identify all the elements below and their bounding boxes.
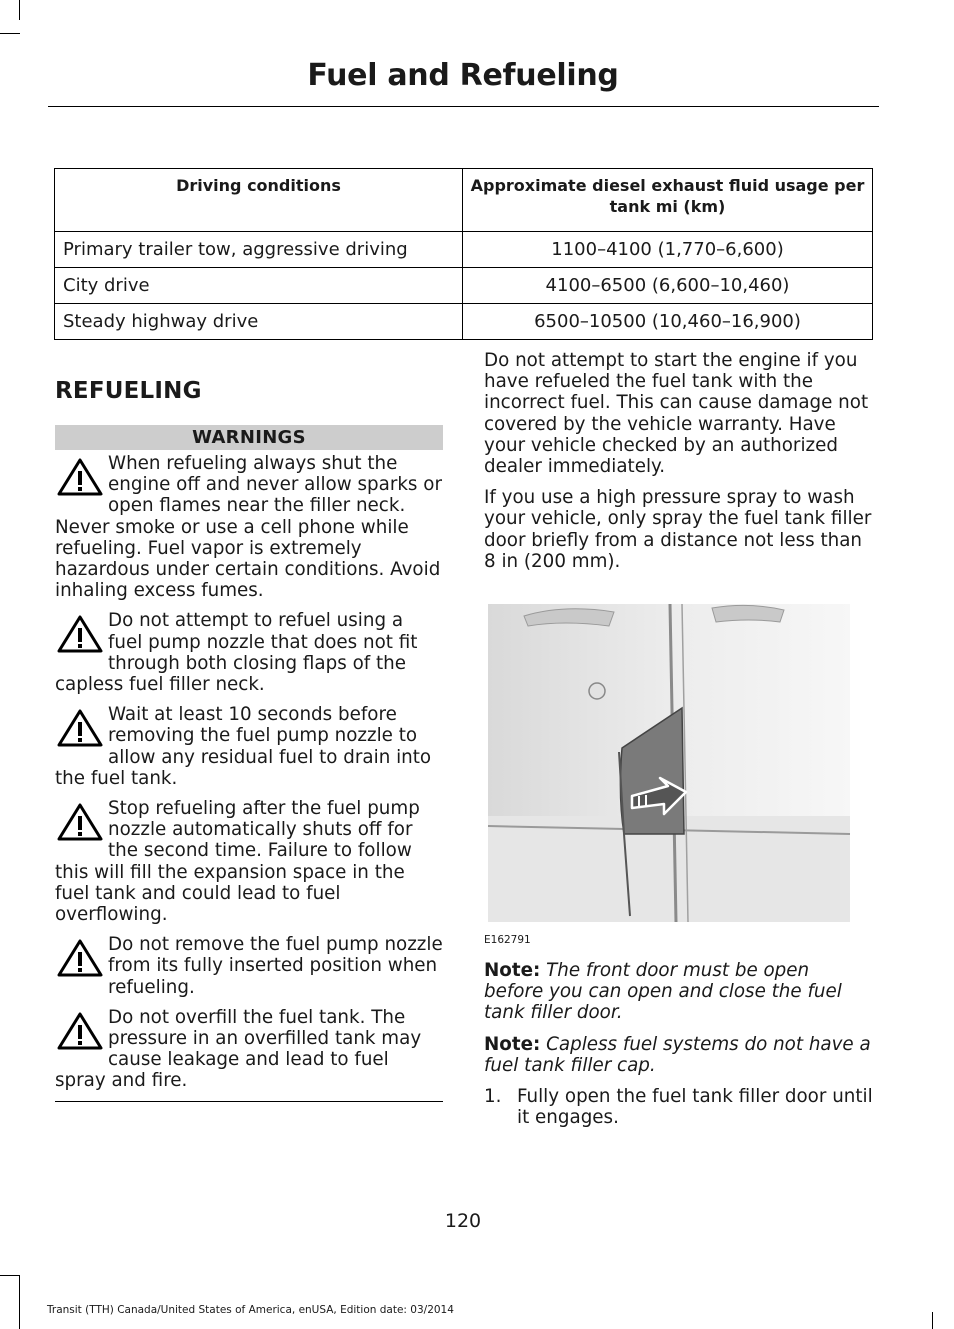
- warnings-label: WARNINGS: [55, 425, 443, 450]
- table-cell: Primary trailer tow, aggressive driving: [55, 232, 463, 268]
- figure-id: E162791: [484, 934, 531, 947]
- note-label: Note:: [484, 960, 541, 982]
- paragraph: If you use a high pressure spray to wash your vehicle, only spray the fuel tank filler door briefly from a distance not less than 8 in (200 mm).: [484, 487, 872, 572]
- title-rule: [48, 106, 879, 107]
- warning-item: [55, 798, 443, 925]
- crop-mark: [0, 33, 20, 34]
- note: [484, 1034, 874, 1076]
- table-cell: Steady highway drive: [55, 304, 463, 340]
- step-text: Fully open the fuel tank filler door until it engages.: [517, 1086, 873, 1129]
- note-text: Capless fuel systems do not have a fuel tank filler cap.: [484, 1033, 871, 1076]
- fuel-filler-door-illustration: [484, 596, 854, 928]
- warning-triangle-icon: [55, 801, 105, 843]
- warning-item: [55, 1007, 443, 1092]
- table-cell: 1100–4100 (1,770–6,600): [463, 232, 873, 268]
- warning-text: Stop refueling after the fuel pump nozzle automatically shuts off for the second time. Failure to follow this will fill the expansion space in the fuel tank and could lead to fuel overflowing.: [55, 798, 420, 926]
- page-number: 120: [444, 1210, 482, 1232]
- warning-triangle-icon: [55, 1010, 105, 1052]
- warning-triangle-icon: [55, 456, 105, 498]
- warning-item: [55, 934, 443, 998]
- table-row: [55, 232, 873, 268]
- table-row: [55, 304, 873, 340]
- crop-mark: [932, 1312, 933, 1329]
- crop-mark: [19, 1275, 20, 1329]
- note-label: Note:: [484, 1033, 541, 1055]
- table-row: [55, 268, 873, 304]
- crop-mark: [0, 1275, 20, 1276]
- right-column: [484, 350, 874, 1128]
- step-number: 1.: [484, 1086, 502, 1108]
- table-cell: 4100–6500 (6,600–10,460): [463, 268, 873, 304]
- warning-text: Do not attempt to refuel using a fuel pump nozzle that does not fit through both closing flaps of the capless fuel filler neck.: [55, 610, 418, 696]
- page-title: Fuel and Refueling: [307, 58, 619, 93]
- table-header-cell: Approximate diesel exhaust fluid usage per tank mi (km): [463, 169, 873, 232]
- table-header-row: [55, 169, 873, 232]
- note-text: The front door must be open before you can open and close the fuel tank filler door.: [484, 960, 842, 1024]
- table-cell: City drive: [55, 268, 463, 304]
- step-item: [484, 1086, 874, 1128]
- table-cell: 6500–10500 (10,460–16,900): [463, 304, 873, 340]
- warning-item: [55, 453, 443, 601]
- footer-text: Transit (TTH) Canada/United States of America, enUSA, Edition date: 03/2014: [47, 1304, 454, 1316]
- def-usage-table: [54, 168, 873, 340]
- warning-text: Wait at least 10 seconds before removing the fuel pump nozzle to allow any residual fuel to drain into the fuel tank.: [55, 704, 432, 789]
- paragraph: Do not attempt to start the engine if you have refueled the fuel tank with the incorrect fuel. This can cause damage not covered by the vehicle warranty. Have your vehicle checked by an authorized dealer immediately.: [484, 350, 869, 478]
- warning-triangle-icon: [55, 937, 105, 979]
- warning-text: Do not remove the fuel pump nozzle from its fully inserted position when refueling.: [108, 934, 443, 998]
- crop-mark: [19, 0, 20, 20]
- section-heading: REFUELING: [55, 378, 202, 404]
- warning-triangle-icon: [55, 613, 105, 655]
- warnings-end-rule: [55, 1101, 443, 1102]
- warning-triangle-icon: [55, 707, 105, 749]
- warning-text: When refueling always shut the engine off and never allow sparks or open flames near the filler neck. Never smoke or use a cell phone while refueling. Fuel vapor is extremely hazardous under certain conditions. Avoid inhaling excess fumes.: [55, 453, 442, 602]
- table-header-cell: Driving conditions: [55, 169, 463, 232]
- left-column: [55, 378, 443, 1102]
- note: [484, 960, 874, 1024]
- warning-text: Do not overfill the fuel tank. The pressure in an overfilled tank may cause leakage and lead to fuel spray and fire.: [55, 1006, 422, 1092]
- warning-item: [55, 704, 443, 789]
- warning-item: [55, 610, 443, 695]
